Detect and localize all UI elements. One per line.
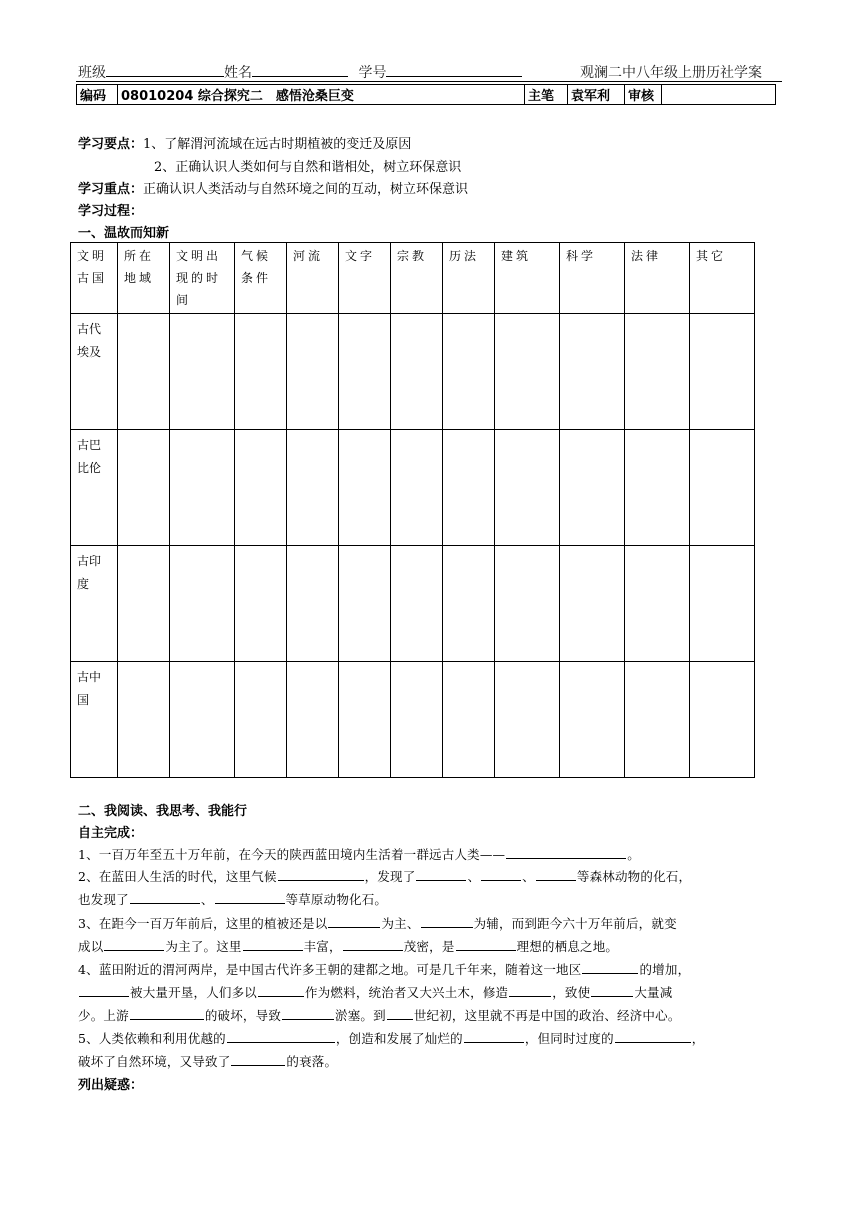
q2-blank[interactable] (481, 869, 521, 881)
class-input[interactable] (106, 64, 224, 77)
name-input[interactable] (252, 64, 348, 77)
header-cell: 其它 (690, 243, 755, 314)
id-label: 学号 (358, 65, 387, 81)
learning-focus (78, 178, 468, 197)
row-header-babylon: 古巴比伦 (71, 430, 118, 546)
doubts-label: 列出疑惑： (78, 1078, 144, 1093)
q4-blank[interactable] (591, 985, 633, 997)
q3-text: 为主、 (381, 916, 420, 931)
q2-text: ，发现了 (364, 869, 416, 884)
q2-blank[interactable] (536, 869, 576, 881)
q2-text: 等草原动物化石。 (285, 892, 388, 907)
q2-blank[interactable] (416, 869, 466, 881)
table-row (71, 546, 755, 662)
q2-blank[interactable] (130, 892, 200, 904)
review-value[interactable] (662, 85, 776, 105)
name-label: 姓名 (224, 65, 252, 81)
header-cell: 科学 (560, 243, 625, 314)
q4-blank[interactable] (282, 1008, 334, 1020)
q3-blank[interactable] (456, 939, 516, 951)
header-cell: 法律 (625, 243, 690, 314)
q3-text: 3、在距今一百万年前后，这里的植被还是以 (78, 916, 328, 931)
q5-text: 5、人类依赖和利用优越的 (78, 1031, 226, 1046)
question-4-line-3 (78, 1006, 681, 1024)
q4-text: 淤塞。到 (335, 1008, 386, 1023)
q1-blank[interactable] (506, 847, 626, 859)
question-3-line-1 (78, 914, 677, 932)
code-value: 08010204 综合探究二 感悟沧桑巨变 (118, 85, 525, 105)
row-header-india: 古印度 (71, 546, 118, 662)
header-cell: 文明出现的时间 (170, 243, 235, 314)
q3-blank[interactable] (104, 939, 164, 951)
question-5-line-2 (78, 1052, 337, 1070)
points-label: 学习要点： (78, 137, 144, 152)
q4-text: 世纪初，这里就不再是中国的政治、经济中心。 (413, 1008, 681, 1023)
focus-text: 正确认识人类活动与自然环境之间的互动，树立环保意识 (143, 182, 469, 197)
q2-text: 2、在蓝田人生活的时代，这里气候 (78, 869, 277, 884)
q4-blank[interactable] (79, 985, 129, 997)
q4-blank[interactable] (509, 985, 551, 997)
question-2-line-1 (78, 867, 691, 885)
header-title: 观澜二中八年级上册历社学案 (580, 65, 762, 81)
table-row (71, 430, 755, 546)
class-label: 班级 (78, 65, 106, 81)
q1-text: 1、一百万年至五十万年前，在今天的陕西蓝田境内生活着一群远古人类—— (78, 847, 506, 862)
q5-text: 的衰落。 (286, 1054, 338, 1069)
question-5-line-1 (78, 1029, 704, 1047)
q4-text: 的增加， (639, 962, 691, 977)
learning-points-1 (78, 133, 411, 152)
row-header-egypt: 古代埃及 (71, 314, 118, 430)
question-3-line-2 (78, 937, 618, 955)
q3-blank[interactable] (328, 916, 380, 928)
author-label: 主笔 (525, 85, 568, 105)
q4-text: 4、蓝田附近的渭河两岸，是中国古代许多王朝的建都之地。可是几千年来，随着这一地区 (78, 962, 582, 977)
q3-text: 理想的栖息之地。 (516, 939, 619, 954)
q4-text: 作为燃料，统治者又大兴土木，修造 (305, 985, 509, 1000)
q3-text: 茂密，是 (403, 939, 455, 954)
q2-blank-climate[interactable] (278, 869, 364, 881)
q4-text: ，致使 (552, 985, 591, 1000)
question-2-line-2 (78, 890, 387, 908)
q5-text: ，创造和发展了灿烂的 (335, 1031, 463, 1046)
q2-text: 等森林动物的化石， (576, 869, 692, 884)
q4-text: 被大量开垦，人们多以 (130, 985, 258, 1000)
author-value: 袁军利 (568, 85, 625, 105)
header-cell: 建筑 (495, 243, 560, 314)
q3-text: 为辅，而到距今六十万年前后，就变 (473, 916, 677, 931)
code-label: 编码 (77, 85, 118, 105)
section1-title: 一、温故而知新 (78, 226, 170, 241)
q4-text: 的破坏，导致 (204, 1008, 282, 1023)
focus-label: 学习重点： (78, 182, 144, 197)
q5-text: ，但同时过度的 (524, 1031, 614, 1046)
q3-blank[interactable] (343, 939, 403, 951)
q1-end: 。 (627, 847, 640, 862)
q5-blank[interactable] (615, 1031, 691, 1043)
q3-blank[interactable] (243, 939, 303, 951)
q4-blank[interactable] (582, 962, 638, 974)
header-cell: 气候条件 (235, 243, 287, 314)
header-cell: 历法 (443, 243, 495, 314)
table-header-row (71, 243, 755, 314)
q2-text: 、 (200, 892, 214, 907)
header-cell: 宗教 (391, 243, 443, 314)
header-cell: 文明古国 (71, 243, 118, 314)
q3-text: 为主了。这里 (165, 939, 242, 954)
q5-blank[interactable] (227, 1031, 335, 1043)
q2-text: 也发现了 (78, 892, 129, 907)
points-item-1: 1、了解渭河流域在远古时期植被的变迁及原因 (143, 137, 412, 152)
id-input[interactable] (386, 64, 522, 77)
q2-blank[interactable] (215, 892, 285, 904)
table-row (71, 314, 755, 430)
question-4-line-2 (78, 983, 672, 1001)
question-4-line-1 (78, 960, 690, 978)
header-cell: 河流 (287, 243, 339, 314)
meta-table (76, 84, 776, 105)
question-1 (78, 845, 640, 863)
process-label: 学习过程： (78, 204, 144, 219)
review-label: 审核 (625, 85, 662, 105)
civilization-table (70, 242, 755, 778)
q4-blank[interactable] (258, 985, 304, 997)
q4-text: 少。上游 (78, 1008, 129, 1023)
q2-text: 、 (522, 869, 535, 884)
section2-title: 二、我阅读、我思考、我能行 (78, 804, 248, 819)
header-rule (76, 81, 782, 82)
q2-text: 、 (467, 869, 481, 884)
header-cell: 文字 (339, 243, 391, 314)
q5-blank[interactable] (464, 1031, 524, 1043)
header-line (78, 62, 522, 82)
q3-text: 丰富， (303, 939, 342, 954)
self-complete-label: 自主完成： (78, 826, 144, 841)
points-item-2: 2、正确认识人类如何与自然和谐相处，树立环保意识 (154, 160, 462, 175)
q3-text: 成以 (78, 939, 104, 954)
q3-blank[interactable] (421, 916, 473, 928)
table-row (71, 662, 755, 778)
q5-text: ， (691, 1031, 705, 1046)
q4-text: 大量减 (634, 985, 673, 1000)
q5-text: 破坏了自然环境，又导致了 (78, 1054, 231, 1069)
q5-blank[interactable] (231, 1054, 285, 1066)
q4-blank[interactable] (387, 1008, 413, 1020)
header-cell: 所在地域 (118, 243, 170, 314)
row-header-china: 古中国 (71, 662, 118, 778)
q4-blank[interactable] (130, 1008, 204, 1020)
